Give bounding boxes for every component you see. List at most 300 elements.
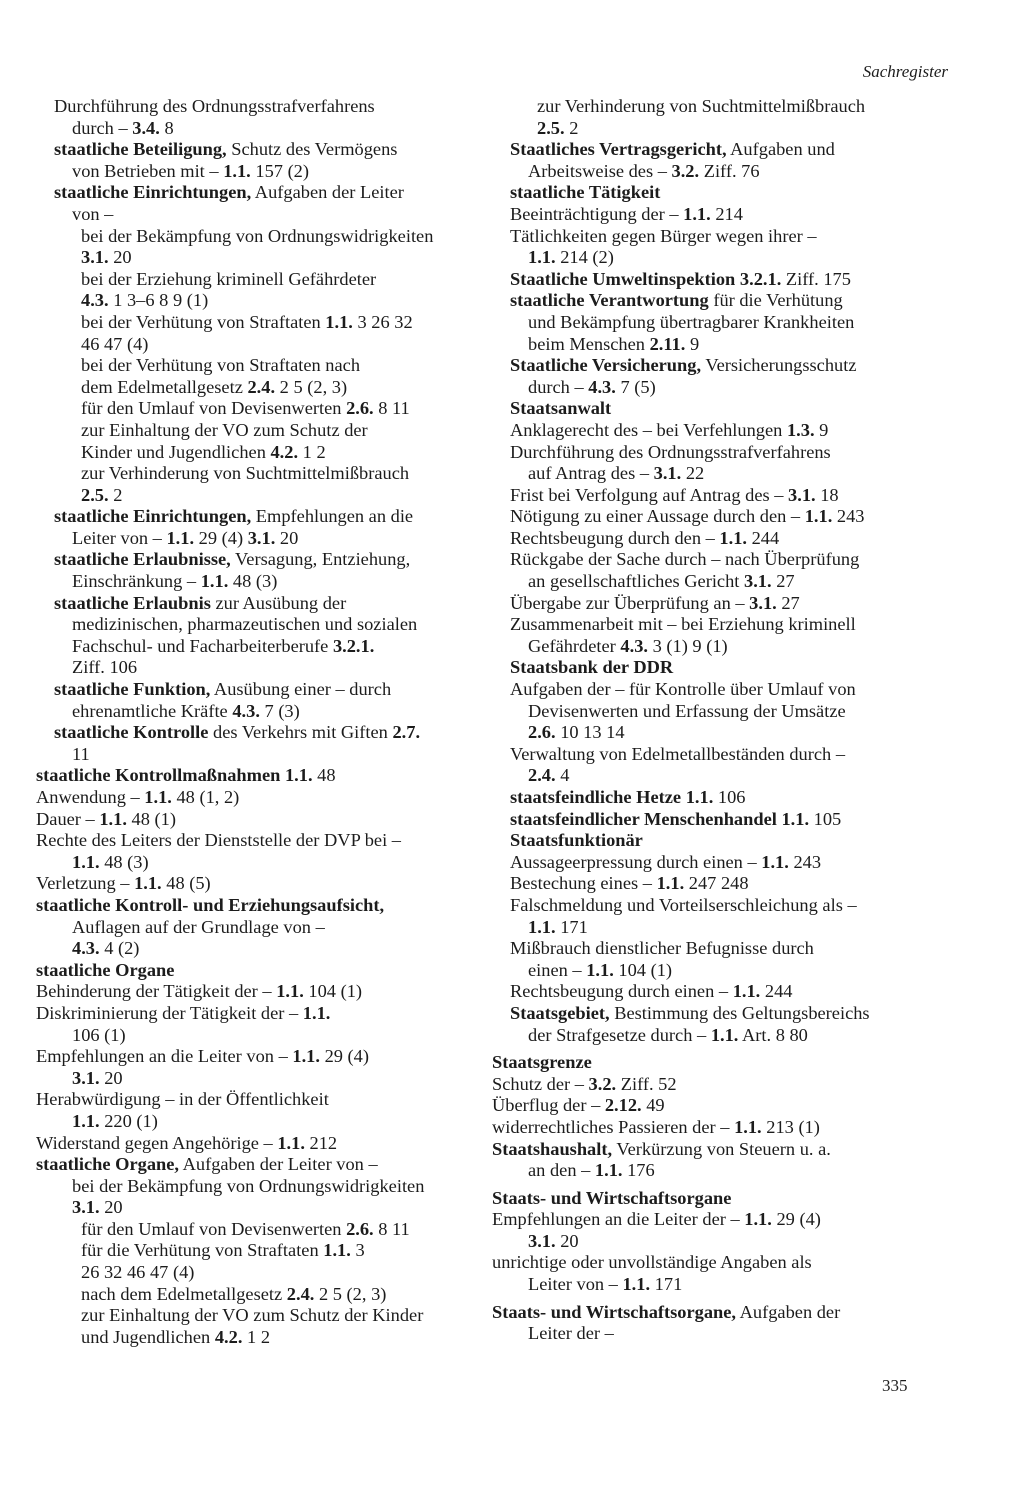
index-text: 220 (1) (99, 1110, 158, 1131)
index-text: und Jugendlichen (81, 1326, 215, 1347)
index-text: Schutz der – (492, 1073, 589, 1094)
index-text: Gefährdeter (528, 635, 621, 656)
index-line (492, 161, 947, 183)
index-line (36, 1219, 488, 1241)
index-term: Staatliches Vertragsgericht, (510, 139, 727, 160)
index-term: staatliche Kontrolle (54, 722, 209, 743)
index-line (492, 528, 947, 550)
index-line (492, 1323, 947, 1345)
index-text: Einschränkung – (72, 571, 201, 592)
index-text: 2 5 (2, 3) (314, 1283, 387, 1304)
index-line (36, 1305, 488, 1327)
index-line (36, 1176, 488, 1198)
index-term: 1.1. (302, 1002, 331, 1023)
index-line (36, 269, 488, 291)
index-term: 3.1. (653, 463, 682, 484)
index-line (492, 1302, 947, 1324)
index-term: 3.1. (528, 1230, 556, 1251)
index-term: staatliche Erlaubnis (54, 592, 211, 613)
index-term: 1.1. (594, 1160, 623, 1181)
index-text: 243 (832, 506, 865, 527)
index-text: Rechte des Leiters der Dienststelle der DVP bei – (36, 830, 401, 851)
index-text: Rechtsbeugung durch den – (510, 527, 720, 548)
index-line (36, 398, 488, 420)
index-text: Nötigung zu einer Aussage durch den – (510, 506, 805, 527)
index-text: 106 (713, 787, 746, 807)
index-text: Arbeitsweise des – (528, 160, 672, 181)
index-text: an gesellschaftliches Gericht (528, 571, 745, 592)
index-line (492, 981, 947, 1003)
index-text: 171 (555, 916, 588, 937)
index-text: 247 248 (684, 873, 749, 894)
index-text: 11 (72, 743, 90, 764)
index-line (36, 895, 488, 917)
index-line (492, 787, 947, 809)
index-line (492, 1188, 947, 1210)
index-text: 1 2 (242, 1326, 271, 1347)
index-term: 3.2. (588, 1073, 617, 1094)
index-term: 3.4. (132, 117, 160, 138)
index-text: Behinderung der Tätigkeit der – (36, 981, 277, 1002)
index-line (492, 809, 947, 831)
index-text: 20 (555, 1230, 579, 1251)
index-line (492, 917, 947, 939)
index-line (36, 420, 488, 442)
index-line (36, 247, 488, 269)
index-line (492, 744, 947, 766)
index-term: 1.1. (710, 1024, 739, 1045)
index-term: 2.4. (528, 765, 556, 786)
index-line (36, 139, 488, 161)
index-line (36, 701, 488, 723)
index-term: 1.1. (732, 981, 761, 1002)
index-text: Zusammenarbeit mit – bei Erziehung kriminell (510, 614, 856, 635)
index-text: 46 47 (4) (81, 333, 149, 354)
index-line (492, 873, 947, 895)
index-term: 3.1. (72, 1067, 100, 1088)
index-line (36, 787, 488, 809)
index-term: Staats- und Wirtschaftsorgane (492, 1187, 732, 1208)
index-text: 244 (760, 981, 793, 1002)
index-term: staatliche Tätigkeit (510, 182, 661, 203)
index-text: 27 (771, 571, 795, 592)
index-line (36, 355, 488, 377)
index-text: Beeinträchtigung der – (510, 203, 684, 224)
index-line (36, 873, 488, 895)
index-text: des Verkehrs mit Giften (208, 722, 393, 743)
index-text: 10 13 14 (555, 722, 625, 743)
index-line (492, 1074, 947, 1096)
index-line (492, 182, 947, 204)
index-text: unrichtige oder unvollständige Angaben als (492, 1252, 812, 1273)
index-text: beim Menschen (528, 333, 650, 354)
index-text: 7 (5) (615, 376, 656, 397)
index-term: 1.1. (683, 203, 711, 224)
index-term: 2.6. (528, 722, 556, 743)
index-term: staatliche Organe, (36, 1154, 180, 1175)
index-term: 1.3. (786, 419, 815, 440)
index-term: 1.1. (719, 527, 747, 548)
index-term: 4.3. (81, 290, 109, 311)
index-text: 213 (1) (761, 1116, 820, 1137)
index-term: 3.2.1. (332, 635, 375, 656)
index-line (36, 1025, 488, 1047)
index-text: Leiter von – (528, 1274, 623, 1295)
index-line (36, 744, 488, 766)
index-line (36, 118, 488, 140)
index-text: 3 26 32 (352, 311, 413, 332)
index-line (492, 895, 947, 917)
index-text: Verletzung – (36, 873, 135, 894)
index-text: Leiter von – (72, 527, 167, 548)
index-line (36, 334, 488, 356)
index-line (492, 355, 947, 377)
index-line (492, 960, 947, 982)
index-term: 1.1. (586, 959, 614, 980)
index-line (492, 657, 947, 679)
index-line (36, 938, 488, 960)
index-text: für die Verhütung (708, 290, 843, 311)
index-line (36, 463, 488, 485)
index-text: 29 (4) (194, 527, 248, 548)
index-term: 1.1. (622, 1274, 651, 1295)
index-text: Fachschul- und Facharbeiterberufe (72, 635, 333, 656)
index-term: 4.2. (214, 1326, 243, 1347)
index-line (36, 657, 488, 679)
index-text: 244 (747, 527, 780, 548)
index-text: Devisenwerten und Erfassung der Umsätze (528, 700, 846, 721)
index-text: Aufgaben der (736, 1301, 841, 1322)
index-line (36, 765, 488, 787)
index-term: 2.7. (392, 722, 421, 743)
index-text: 9 (685, 333, 700, 354)
index-term: 2.11. (649, 333, 686, 354)
index-text: 2 5 (2, 3) (275, 376, 348, 397)
index-text: bei der Bekämpfung von Ordnungswidrigkeiten (81, 225, 434, 246)
index-text: Bestimmung des Geltungsbereichs (609, 1002, 870, 1023)
index-line (492, 1274, 947, 1296)
index-line (36, 809, 488, 831)
index-line (36, 226, 488, 248)
index-term: staatliche Kontrollmaßnahmen (36, 765, 281, 786)
index-text: 105 (809, 808, 842, 829)
index-line (492, 290, 947, 312)
index-text: 49 (641, 1095, 665, 1116)
index-line (36, 1133, 488, 1155)
index-line (36, 290, 488, 312)
index-term: 1.1. (761, 851, 789, 872)
index-text: Aufgaben der Leiter von – (179, 1154, 378, 1175)
index-term: 1.1. (276, 981, 304, 1002)
index-text: 4 (2) (99, 938, 140, 959)
index-text: Rechtsbeugung durch einen – (510, 981, 733, 1002)
index-line (36, 1327, 488, 1349)
index-line (492, 226, 947, 248)
index-text: 243 (788, 851, 822, 872)
index-text: Durchführung des Ordnungsstrafverfahrens (510, 441, 831, 462)
index-line (492, 1252, 947, 1274)
index-text: Ziff. 106 (72, 657, 138, 678)
index-text: Tätlichkeiten gegen Bürger wegen ihrer – (510, 225, 817, 246)
index-term: 1.1. (325, 311, 353, 332)
index-line (36, 442, 488, 464)
index-line (492, 247, 947, 269)
index-line (36, 981, 488, 1003)
page-number: 335 (882, 1376, 908, 1395)
index-line (492, 1231, 947, 1253)
index-text: Kinder und Jugendlichen (81, 441, 271, 462)
index-text: Bestechung eines – (510, 873, 657, 894)
index-term: 1.1. (277, 1132, 305, 1153)
index-text: 1 2 (298, 441, 326, 462)
index-line (36, 182, 488, 204)
index-line (492, 701, 947, 723)
index-text: durch – (72, 117, 133, 138)
index-line (492, 420, 947, 442)
index-text: 48 (1) (126, 808, 176, 829)
index-line (492, 312, 947, 334)
index-line (36, 636, 488, 658)
index-text: 157 (2) (250, 160, 310, 181)
index-term: 1.1. (134, 873, 162, 894)
index-term: 2.5. (537, 117, 565, 138)
index-text: durch – (528, 376, 589, 397)
index-text: 8 11 (373, 1218, 410, 1239)
index-text: 20 (99, 1197, 123, 1218)
index-text: Anklagerecht des – bei Verfehlungen (510, 419, 787, 440)
index-line (492, 377, 947, 399)
index-text: Leiter der – (528, 1323, 614, 1344)
index-text: von – (72, 203, 114, 224)
index-line (492, 830, 947, 852)
index-line (36, 571, 488, 593)
index-line (492, 1052, 947, 1074)
index-term: 1.1. (144, 787, 172, 807)
index-text: Dauer – (36, 808, 100, 829)
index-line (492, 722, 947, 744)
index-text: 7 (3) (259, 700, 300, 721)
index-text: Aufgaben der – für Kontrolle über Umlauf von (510, 679, 856, 700)
index-text: 8 (159, 117, 174, 138)
index-text: zur Ausübung der (210, 592, 347, 613)
index-text: 48 (3) (228, 571, 278, 592)
index-line (492, 334, 947, 356)
index-text: 212 (304, 1132, 338, 1153)
index-text: bei der Verhütung von Straftaten nach (81, 355, 361, 376)
index-column-right (492, 96, 947, 1345)
index-line (492, 139, 947, 161)
index-term: staatsfeindliche Hetze (510, 787, 682, 807)
index-text: 18 (815, 484, 839, 505)
index-text: 2 (564, 117, 579, 138)
index-text: Schutz des Vermögens (226, 139, 398, 160)
index-line (492, 506, 947, 528)
index-text: dem Edelmetallgesetz (81, 376, 248, 397)
index-line (36, 1046, 488, 1068)
index-term: 1.1. (200, 571, 229, 592)
index-term: 3.1. (744, 571, 772, 592)
index-text: Ziff. 76 (699, 160, 760, 181)
index-text: Ziff. 52 (616, 1073, 677, 1094)
index-text: von Betrieben mit – (72, 160, 224, 181)
index-text: Verkürzung von Steuern u. a. (612, 1138, 831, 1159)
index-term: 4.2. (270, 441, 299, 462)
index-term: 3.2.1. (739, 268, 782, 289)
index-text: zur Einhaltung der VO zum Schutz der Kinder (81, 1305, 424, 1326)
index-text: Herabwürdigung – in der Öffentlichkeit (36, 1089, 329, 1110)
index-line (492, 398, 947, 420)
index-text: für den Umlauf von Devisenwerten (81, 398, 347, 419)
index-line (492, 571, 947, 593)
index-line (36, 549, 488, 571)
index-line (36, 485, 488, 507)
index-text: Empfehlungen an die Leiter der – (492, 1209, 745, 1230)
index-term: Staatsgrenze (492, 1052, 592, 1073)
index-text: 106 (1) (72, 1024, 126, 1045)
index-line (36, 1240, 488, 1262)
index-term: Staatsbank der DDR (510, 657, 674, 678)
index-text: 171 (650, 1274, 683, 1295)
index-text: Überflug der – (492, 1095, 605, 1116)
index-text: Versagung, Entziehung, (230, 549, 411, 570)
index-term: 1.1. (284, 765, 313, 786)
running-header: Sachregister (862, 62, 948, 81)
index-text: 20 (275, 527, 299, 548)
index-line (36, 506, 488, 528)
index-term: 1.1. (656, 873, 685, 894)
index-text: Auflagen auf der Grundlage von – (72, 916, 325, 937)
index-line (36, 830, 488, 852)
index-term: 2.12. (604, 1095, 642, 1116)
index-line (36, 1111, 488, 1133)
index-text: der Strafgesetze durch – (528, 1024, 711, 1045)
index-term: staatliche Funktion, (54, 679, 211, 700)
index-text: Ausübung einer – durch (210, 679, 392, 700)
index-text: ehrenamtliche Kräfte (72, 700, 233, 721)
index-line (492, 1003, 947, 1025)
index-term: 2.4. (286, 1283, 315, 1304)
index-term: staatliche Erlaubnisse, (54, 549, 231, 570)
index-text: Verwaltung von Edelmetallbeständen durch – (510, 743, 846, 764)
index-text: 48 (3) (99, 851, 149, 872)
index-term: 1.1. (72, 851, 100, 872)
index-text: für die Verhütung von Straftaten (81, 1240, 324, 1261)
index-line (492, 679, 947, 701)
index-line (36, 312, 488, 334)
index-text: 2 (108, 484, 123, 505)
index-term: staatliche Einrichtungen, (54, 182, 252, 203)
index-text: Versicherungsschutz (701, 355, 857, 376)
index-text: Diskriminierung der Tätigkeit der – (36, 1002, 303, 1023)
index-text: bei der Verhütung von Straftaten (81, 311, 326, 332)
index-line (492, 1025, 947, 1047)
index-text: medizinischen, pharmazeutischen und sozialen (72, 614, 418, 635)
index-line (36, 528, 488, 550)
index-line (36, 593, 488, 615)
index-term: 1.1. (292, 1046, 320, 1067)
index-text: und Bekämpfung übertragbarer Krankheiten (528, 311, 855, 332)
index-text: Aufgaben der Leiter (251, 182, 404, 203)
index-term: 1.1. (734, 1116, 762, 1137)
index-text: Art. 8 80 (738, 1024, 808, 1045)
index-term: 3.1. (72, 1197, 100, 1218)
index-line (36, 1262, 488, 1284)
index-term: Staatshaushalt, (492, 1138, 613, 1159)
index-term: 3.1. (81, 247, 109, 268)
index-term: 2.6. (346, 1218, 374, 1239)
index-text: Durchführung des Ordnungsstrafverfahrens (54, 96, 375, 116)
index-line (36, 1003, 488, 1025)
index-term: Staatliche Umweltinspektion (510, 268, 736, 289)
index-term: 1.1. (781, 808, 810, 829)
index-term: 1.1. (528, 247, 556, 268)
index-term: staatliche Beteiligung, (54, 139, 227, 160)
index-line (36, 852, 488, 874)
index-term: 1.1. (744, 1209, 772, 1230)
index-text: 29 (4) (319, 1046, 369, 1067)
index-term: Staatsanwalt (510, 398, 612, 419)
index-term: 3.2. (671, 160, 700, 181)
index-term: 2.5. (81, 484, 109, 505)
index-text: bei der Bekämpfung von Ordnungswidrigkeiten (72, 1175, 425, 1196)
index-line (492, 614, 947, 636)
index-text: 104 (1) (613, 959, 673, 980)
index-text: 20 (99, 1067, 123, 1088)
index-text: Übergabe zur Überprüfung an – (510, 592, 750, 613)
index-text: 48 (312, 765, 336, 786)
index-term: 1.1. (685, 787, 714, 807)
index-text: Falschmeldung und Vorteilserschleichung als – (510, 894, 857, 915)
index-line (492, 765, 947, 787)
index-line (36, 960, 488, 982)
index-text: 48 (5) (161, 873, 211, 894)
index-term: 3.1. (749, 592, 777, 613)
index-term: Staatsfunktionär (510, 830, 643, 851)
index-line (36, 679, 488, 701)
index-line (36, 96, 488, 118)
index-text: 214 (2) (555, 247, 614, 268)
index-line (36, 722, 488, 744)
index-term: 1.1. (804, 506, 833, 527)
index-text: 1 3–6 8 9 (1) (108, 290, 209, 311)
index-term: staatliche Verantwortung (510, 290, 709, 311)
index-line (36, 161, 488, 183)
index-text: Frist bei Verfolgung auf Antrag des – (510, 484, 789, 505)
index-line (492, 636, 947, 658)
index-term: 2.6. (346, 398, 374, 419)
index-term: staatsfeindlicher Menschenhandel (510, 808, 777, 829)
index-term: staatliche Kontroll- und Erziehungsaufsicht, (36, 894, 385, 915)
index-term: 1.1. (528, 916, 556, 937)
index-text: Ziff. 175 (781, 268, 851, 289)
index-text: zur Verhinderung von Suchtmittelmißbrauch (81, 463, 410, 484)
index-line (36, 377, 488, 399)
index-line (492, 852, 947, 874)
index-line (492, 485, 947, 507)
index-text: Rückgabe der Sache durch – nach Überprüfung (510, 549, 860, 570)
index-line (36, 1154, 488, 1176)
index-line (36, 1089, 488, 1111)
index-term: 4.3. (588, 376, 616, 397)
index-line (492, 118, 947, 140)
index-line (492, 1209, 947, 1231)
index-text: 104 (1) (303, 981, 363, 1002)
index-line (36, 1284, 488, 1306)
index-term: staatliche Einrichtungen, (54, 506, 252, 527)
index-line (492, 593, 947, 615)
index-text: 176 (622, 1160, 655, 1181)
index-term: 4.3. (72, 938, 100, 959)
